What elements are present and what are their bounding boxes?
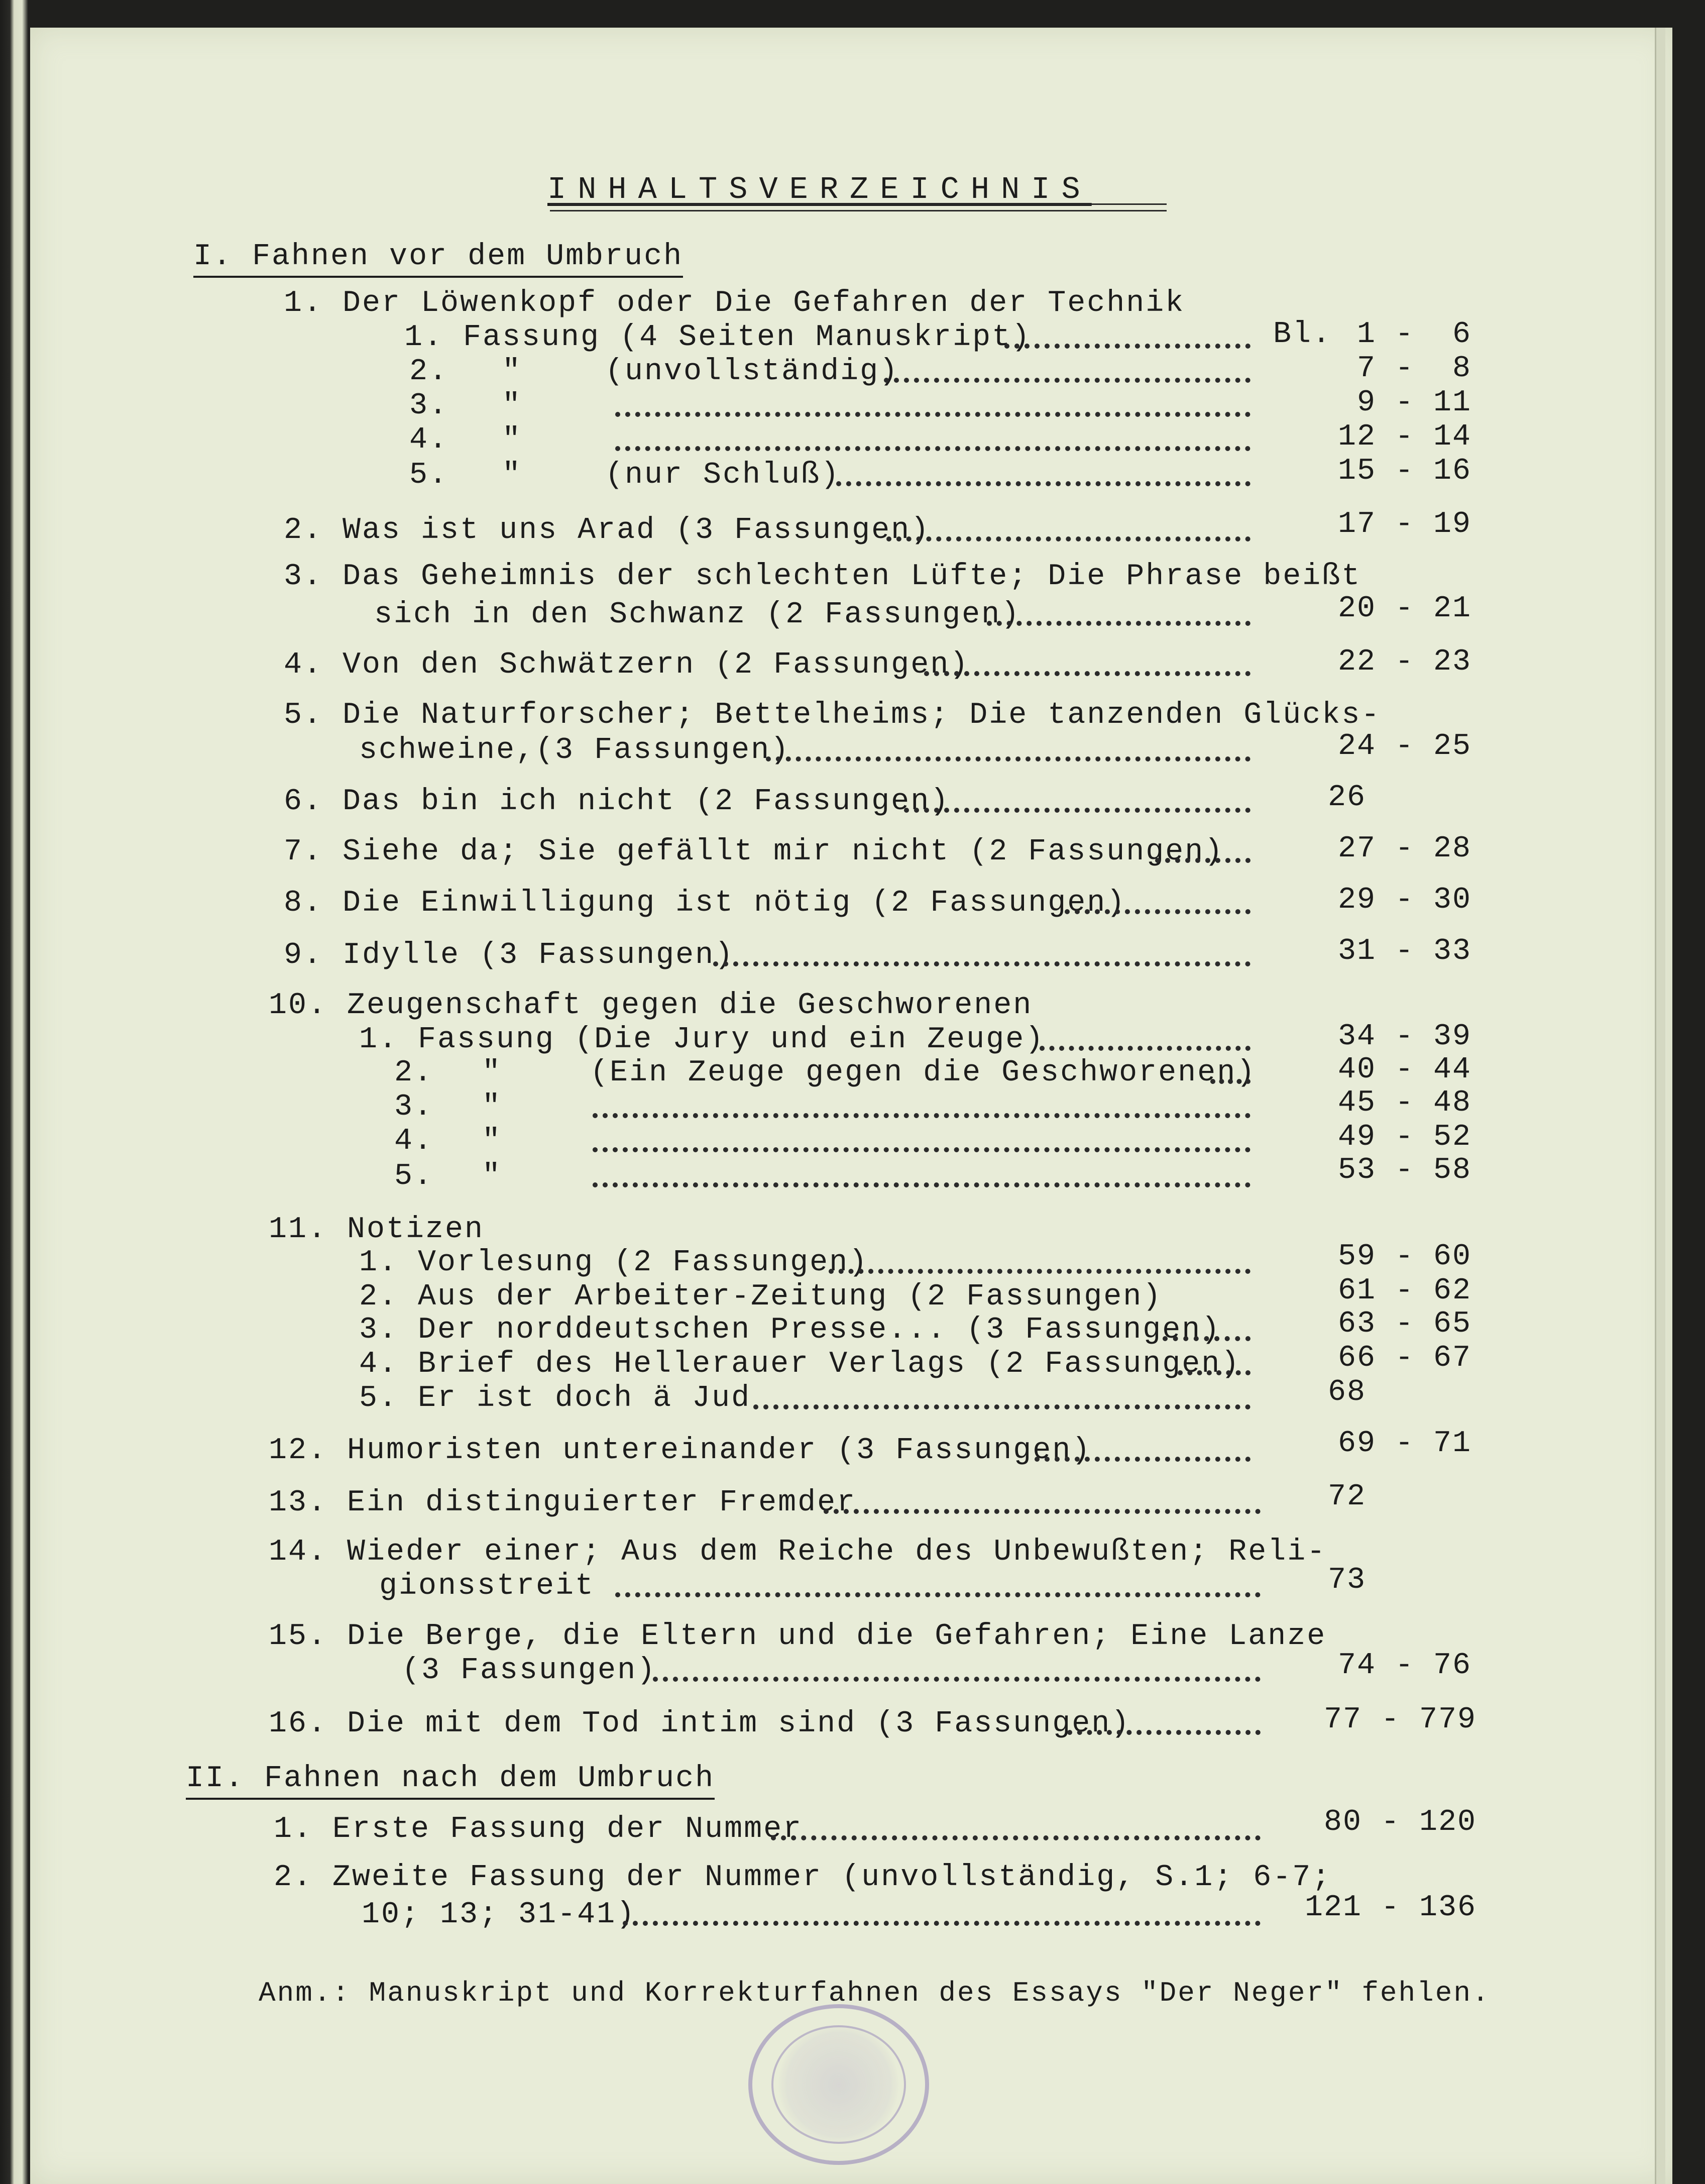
toc-entry-15: 15. Die Berge, die Eltern und die Gefahren; Eine Lanze: [269, 1619, 1327, 1654]
toc-page-range: 15 - 16: [1337, 454, 1471, 488]
dot-leader: [593, 1182, 1251, 1187]
toc-page-range: 29 - 30: [1337, 883, 1471, 917]
toc-page-range: 69 - 71: [1337, 1427, 1471, 1461]
ditto-mark: ": [502, 458, 522, 492]
toc-entry-1: 1. Der Löwenkopf oder Die Gefahren der Technik: [284, 286, 1185, 320]
toc-subentry-number: 3.: [394, 1090, 434, 1124]
toc-subentry-11-4: 4. Brief des Hellerauer Verlags (2 Fassungen): [359, 1347, 1241, 1381]
ditto-mark: ": [502, 423, 522, 457]
toc-subentry-11-2: 2. Aus der Arbeiter-Zeitung (2 Fassungen): [359, 1280, 1163, 1314]
toc-subentry-number: 3.: [409, 389, 449, 423]
toc-page-range: 74 - 76: [1337, 1649, 1471, 1683]
toc-subentry-11-3: 3. Der norddeutschen Presse... (3 Fassungen): [359, 1313, 1221, 1347]
toc-subentry-1-5: (nur Schluß): [605, 458, 841, 492]
toc-page-range: 61 - 62: [1337, 1274, 1471, 1308]
toc-entry-11: 11. Notizen: [269, 1213, 485, 1247]
dot-leader: [829, 1269, 1251, 1274]
dot-leader: [904, 808, 1251, 813]
dot-leader: [615, 446, 1251, 451]
toc-page-range: 66 - 67: [1337, 1341, 1471, 1375]
dot-leader: [713, 961, 1251, 966]
dot-leader: [836, 481, 1251, 486]
toc-page-range: 49 - 52: [1337, 1120, 1471, 1154]
dot-leader: [886, 536, 1251, 541]
dot-leader: [1155, 858, 1251, 863]
dot-leader: [884, 378, 1251, 383]
dot-leader: [593, 1147, 1251, 1152]
toc-subentry-number: 4.: [394, 1124, 434, 1158]
toc-entry-ii-1: 1. Erste Fassung der Nummer: [274, 1812, 803, 1846]
toc-page-range: 1 - 6: [1356, 317, 1471, 352]
toc-page-range: 53 - 58: [1337, 1153, 1471, 1187]
toc-entry-4: 4. Von den Schwätzern (2 Fassungen): [284, 648, 970, 682]
toc-page-range: 80 - 120: [1323, 1805, 1476, 1839]
toc-entry-16: 16. Die mit dem Tod intim sind (3 Fassungen): [269, 1707, 1131, 1741]
section-heading-2: II. Fahnen nach dem Umbruch: [186, 1761, 715, 1797]
toc-page-range: 72: [1327, 1480, 1366, 1514]
toc-entry-14: 14. Wieder einer; Aus dem Reiche des Unbewußten; Reli-: [269, 1535, 1327, 1569]
toc-entry-15-cont: (3 Fassungen): [402, 1654, 657, 1688]
toc-page-range: 12 - 14: [1337, 420, 1471, 454]
toc-page-range: 20 - 21: [1337, 592, 1471, 626]
dot-leader: [1035, 1457, 1251, 1462]
ditto-mark: ": [482, 1124, 502, 1158]
toc-page-range: 17 - 19: [1337, 507, 1471, 541]
dot-leader: [824, 1509, 1261, 1514]
library-stamp: [748, 2004, 929, 2165]
title-double-underline: [550, 203, 1167, 211]
toc-entry-3-cont: sich in den Schwanz (2 Fassungen): [374, 598, 1021, 632]
ditto-mark: ": [482, 1056, 502, 1090]
toc-page-range: 31 - 33: [1337, 934, 1471, 968]
toc-page-range: 40 - 44: [1337, 1053, 1471, 1087]
toc-entry-10: 10. Zeugenschaft gegen die Geschworenen: [269, 989, 1033, 1023]
footnote: Anm.: Manuskript und Korrekturfahnen des Essays "Der Neger" fehlen.: [259, 1977, 1491, 2009]
toc-subentry-number: 2.: [409, 355, 449, 389]
toc-subentry-11-5: 5. Er ist doch ä Jud: [359, 1381, 751, 1415]
toc-page-range: 63 - 65: [1337, 1307, 1471, 1341]
toc-prefix-bl: Bl.: [1273, 317, 1332, 352]
toc-page-range: 27 - 28: [1337, 832, 1471, 866]
toc-entry-7: 7. Siehe da; Sie gefällt mir nicht (2 Fassungen): [284, 835, 1224, 869]
stamp-emblem-icon: [771, 2025, 906, 2144]
ditto-mark: ": [482, 1090, 502, 1124]
toc-page-range: 77 - 779: [1323, 1703, 1476, 1737]
toc-entry-6: 6. Das bin ich nicht (2 Fassungen): [284, 785, 950, 819]
toc-page-range: 121 - 136: [1304, 1891, 1476, 1925]
toc-subentry-number: 5.: [409, 458, 449, 492]
dot-leader: [615, 1592, 1261, 1597]
dot-leader: [1004, 344, 1251, 349]
dot-leader: [1163, 1336, 1251, 1341]
ditto-mark: ": [482, 1159, 502, 1193]
toc-entry-3: 3. Das Geheimnis der schlechten Lüfte; Die Phrase beißt: [284, 560, 1361, 594]
dot-leader: [653, 1677, 1261, 1682]
dot-leader: [623, 1921, 1261, 1926]
toc-entry-ii-2-cont: 10; 13; 31-41): [362, 1898, 636, 1932]
dot-leader: [753, 1404, 1251, 1409]
toc-entry-9: 9. Idylle (3 Fassungen): [284, 938, 735, 972]
dot-leader: [766, 756, 1251, 761]
toc-entry-ii-2: 2. Zweite Fassung der Nummer (unvollständig, S.1; 6-7;: [274, 1861, 1332, 1895]
dot-leader: [1040, 1046, 1251, 1051]
toc-page-range: 9 - 11: [1356, 386, 1471, 420]
toc-page-range: 22 - 23: [1337, 645, 1471, 679]
toc-subentry-1-2: (unvollständig): [605, 355, 899, 389]
toc-page-range: 45 - 48: [1337, 1086, 1471, 1120]
toc-subentry-number: 4.: [409, 423, 449, 457]
dot-leader: [615, 412, 1251, 417]
toc-subentry-11-1: 1. Vorlesung (2 Fassungen): [359, 1246, 869, 1280]
toc-entry-5-cont: schweine,(3 Fassungen): [359, 733, 790, 768]
toc-subentry-number: 2.: [394, 1056, 434, 1090]
toc-entry-5: 5. Die Naturforscher; Bettelheims; Die tanzenden Glücks-: [284, 698, 1381, 732]
dot-leader: [593, 1113, 1251, 1118]
toc-page-range: 34 - 39: [1337, 1020, 1471, 1054]
toc-subentry-1-1: 1. Fassung (4 Seiten Manuskript): [404, 320, 1032, 355]
toc-page-range: 7 - 8: [1356, 352, 1471, 386]
dot-leader: [771, 1835, 1261, 1840]
toc-subentry-10-2: (Ein Zeuge gegen die Geschworenen): [590, 1056, 1257, 1090]
toc-subentry-number: 5.: [394, 1159, 434, 1193]
dot-leader: [1065, 909, 1251, 914]
page-title: INHALTSVERZEICHNIS: [547, 172, 1092, 207]
toc-subentry-10-1: 1. Fassung (Die Jury und ein Zeuge): [359, 1023, 1045, 1057]
page-right-edge: [1655, 28, 1665, 2184]
toc-page-range: 68: [1327, 1375, 1366, 1409]
dot-leader: [1210, 1079, 1251, 1084]
toc-page-range: 24 - 25: [1337, 729, 1471, 763]
dot-leader: [987, 621, 1251, 626]
toc-entry-14-cont: gionsstreit: [379, 1569, 595, 1603]
dot-leader: [1178, 1370, 1251, 1375]
toc-entry-2: 2. Was ist uns Arad (3 Fassungen): [284, 513, 931, 548]
toc-page-range: 73: [1327, 1563, 1366, 1597]
page-binding-edge: [0, 0, 30, 2184]
toc-entry-12: 12. Humoristen untereinander (3 Fassungen): [269, 1434, 1092, 1468]
section-heading-1: I. Fahnen vor dem Umbruch: [193, 239, 683, 275]
toc-page-range: 26: [1327, 781, 1366, 815]
ditto-mark: ": [502, 389, 522, 423]
toc-entry-8: 8. Die Einwilligung ist nötig (2 Fassungen): [284, 886, 1126, 920]
toc-page-range: 59 - 60: [1337, 1240, 1471, 1274]
ditto-mark: ": [502, 355, 522, 389]
toc-entry-13: 13. Ein distinguierter Fremder: [269, 1486, 857, 1520]
dot-leader: [924, 671, 1251, 676]
dot-leader: [1067, 1730, 1261, 1735]
